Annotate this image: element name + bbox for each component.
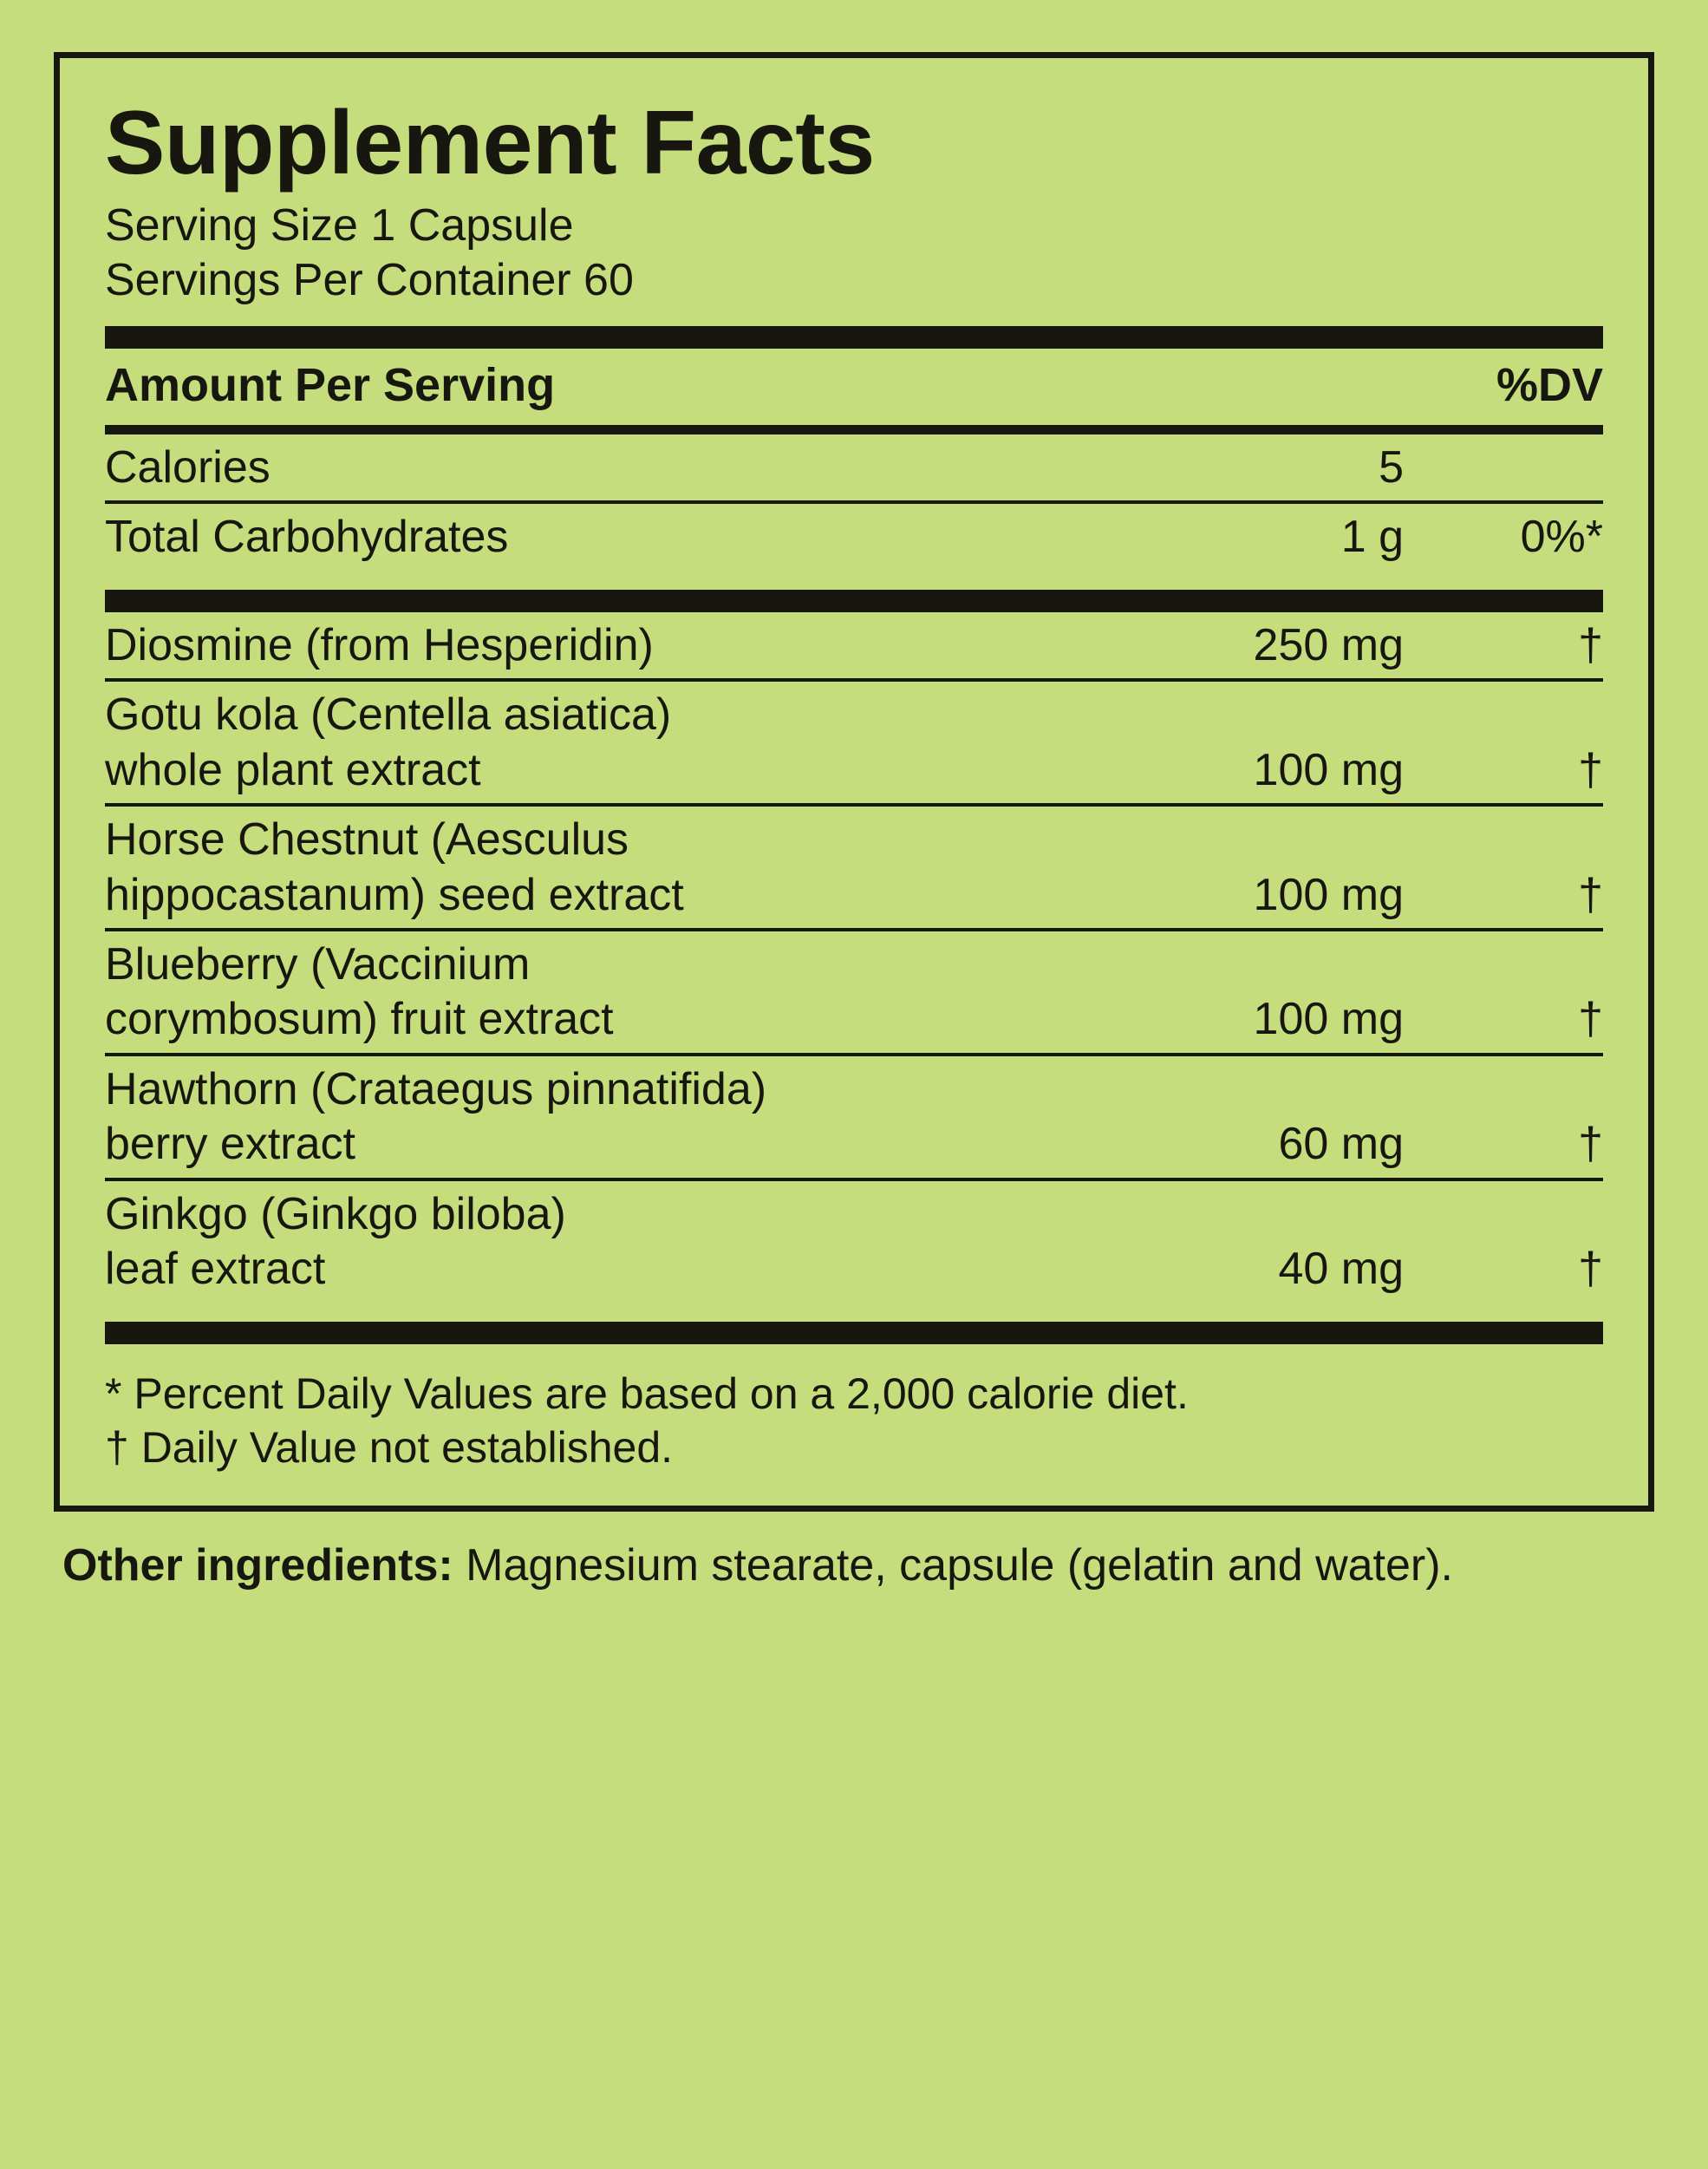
ingredient-amount: 100 mg — [1253, 744, 1404, 795]
ingredient-dv: † — [1578, 744, 1603, 795]
footnotes — [105, 1367, 1603, 1474]
table-row — [105, 612, 1603, 678]
divider-thick-bottom — [105, 1322, 1603, 1344]
table-row — [105, 434, 1603, 500]
nutrient-amount: 5 — [1379, 441, 1404, 493]
supplement-facts-panel — [54, 52, 1654, 1512]
ingredient-name — [105, 612, 1144, 678]
ingredient-name — [105, 682, 1144, 803]
footnote-percent-daily-value: * Percent Daily Values are based on a 2,000 calorie diet. — [105, 1369, 1189, 1418]
amount-header-spacer — [1144, 414, 1404, 425]
ingredient-name-line1: Blueberry (Vaccinium — [105, 939, 531, 990]
amount-per-serving-header: Amount Per Serving — [105, 359, 556, 412]
footnote-daily-value-not-established: † Daily Value not established. — [105, 1422, 674, 1472]
ingredient-name-line1: Hawthorn (Crataegus pinnatifida) — [105, 1063, 767, 1114]
ingredient-name — [105, 1181, 1144, 1303]
divider-thick-middle — [105, 590, 1603, 612]
other-ingredients-label: Other ingredients: — [62, 1539, 453, 1591]
nutrient-dv — [1404, 489, 1603, 500]
ingredient-name-line1: Ginkgo (Ginkgo biloba) — [105, 1188, 566, 1239]
serving-size: Serving Size 1 Capsule — [105, 200, 574, 252]
divider-under-header — [105, 425, 1603, 434]
ingredient-name — [105, 807, 1144, 928]
ingredient-name-line2: leaf extract — [105, 1244, 326, 1295]
ingredient-amount: 100 mg — [1253, 869, 1404, 920]
ingredient-name-line1: Gotu kola (Centella asiatica) — [105, 689, 672, 741]
ingredient-name-line2: hippocastanum) seed extract — [105, 869, 684, 920]
nutrient-dv: 0%* — [1520, 512, 1603, 563]
table-row — [105, 807, 1603, 928]
ingredient-name-line2: berry extract — [105, 1119, 355, 1170]
ingredient-amount: 100 mg — [1253, 994, 1404, 1045]
divider-thick-top — [105, 326, 1603, 349]
ingredient-amount: 40 mg — [1278, 1244, 1404, 1295]
dv-header: %DV — [1496, 359, 1603, 412]
table-row — [105, 1181, 1603, 1303]
ingredient-amount: 60 mg — [1278, 1119, 1404, 1170]
other-ingredients-text: Magnesium stearate, capsule (gelatin and water). — [453, 1539, 1453, 1591]
ingredient-dv: † — [1578, 1119, 1603, 1170]
ingredient-dv: † — [1578, 1244, 1603, 1295]
table-row — [105, 1056, 1603, 1178]
table-header-row — [105, 349, 1603, 425]
ingredient-name-line1: Diosmine (from Hesperidin) — [105, 619, 654, 670]
ingredient-dv: † — [1578, 994, 1603, 1045]
ingredient-name-line2: corymbosum) fruit extract — [105, 994, 614, 1045]
nutrient-amount: 1 g — [1340, 512, 1404, 563]
nutrient-name: Total Carbohydrates — [105, 512, 509, 563]
servings-per-container: Servings Per Container 60 — [105, 254, 634, 305]
ingredient-dv: † — [1578, 619, 1603, 670]
table-row — [105, 504, 1603, 570]
ingredient-name-line1: Horse Chestnut (Aesculus — [105, 814, 629, 866]
table-row — [105, 931, 1603, 1053]
table-row — [105, 682, 1603, 803]
ingredient-dv: † — [1578, 869, 1603, 920]
ingredient-amount: 250 mg — [1253, 619, 1404, 670]
ingredient-name-line2: whole plant extract — [105, 744, 481, 795]
other-ingredients — [54, 1538, 1654, 1593]
ingredient-name — [105, 1056, 1144, 1178]
nutrient-name: Calories — [105, 441, 271, 493]
page-title: Supplement Facts — [105, 93, 875, 193]
ingredient-name — [105, 931, 1144, 1053]
